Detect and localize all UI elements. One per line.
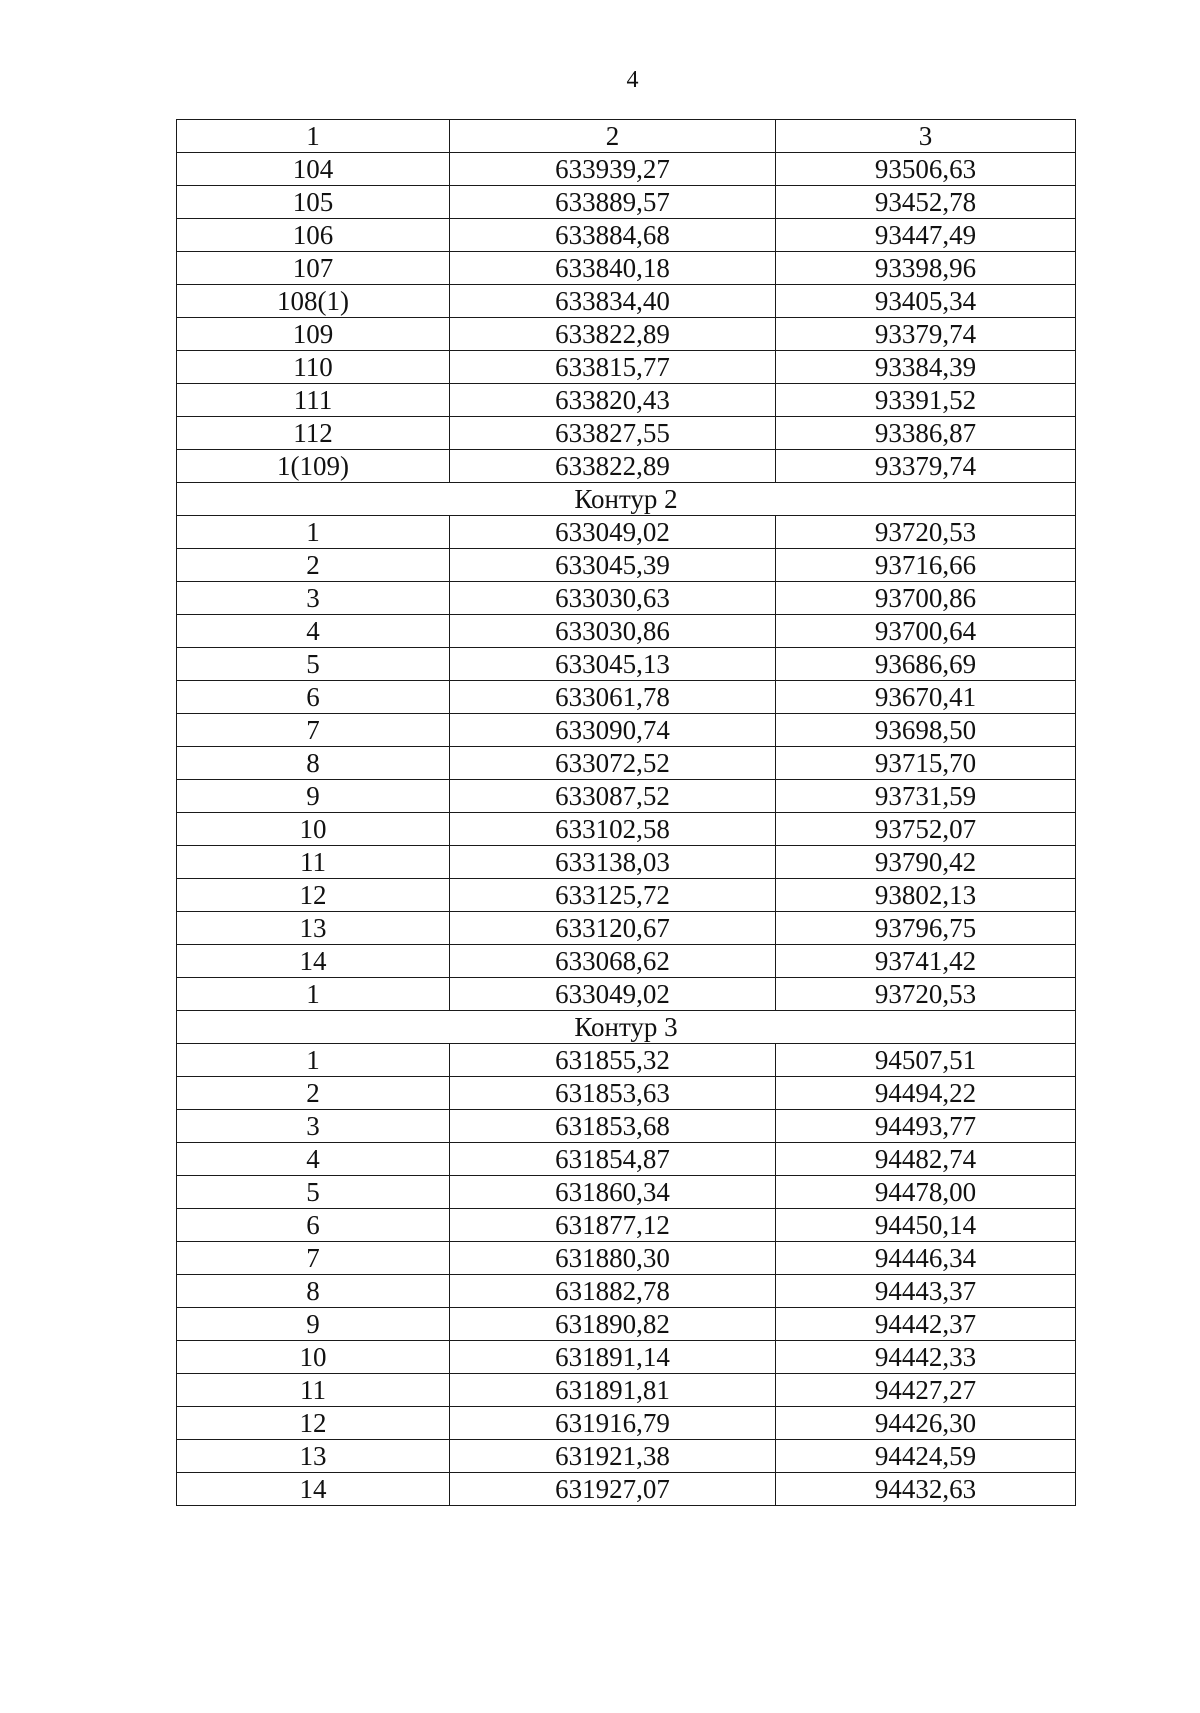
point-number-cell: 10 — [177, 813, 450, 846]
table-row — [177, 1077, 1076, 1110]
table-row — [177, 1110, 1076, 1143]
y-coordinate-cell: 94446,34 — [776, 1242, 1076, 1275]
y-coordinate-cell: 94478,00 — [776, 1176, 1076, 1209]
table-row — [177, 912, 1076, 945]
x-coordinate-cell: 631921,38 — [450, 1440, 776, 1473]
header-cell-point: 1 — [177, 120, 450, 153]
x-coordinate-cell: 633822,89 — [450, 318, 776, 351]
y-coordinate-cell: 93391,52 — [776, 384, 1076, 417]
point-number-cell: 110 — [177, 351, 450, 384]
table-row — [177, 549, 1076, 582]
table-row — [177, 384, 1076, 417]
point-number-cell: 11 — [177, 1374, 450, 1407]
table-row — [177, 978, 1076, 1011]
point-number-cell: 106 — [177, 219, 450, 252]
table-row — [177, 351, 1076, 384]
x-coordinate-cell: 633815,77 — [450, 351, 776, 384]
x-coordinate-cell: 631853,63 — [450, 1077, 776, 1110]
y-coordinate-cell: 93447,49 — [776, 219, 1076, 252]
y-coordinate-cell: 93741,42 — [776, 945, 1076, 978]
x-coordinate-cell: 631853,68 — [450, 1110, 776, 1143]
x-coordinate-cell: 633045,39 — [450, 549, 776, 582]
x-coordinate-cell: 633820,43 — [450, 384, 776, 417]
table-row — [177, 1440, 1076, 1473]
x-coordinate-cell: 633834,40 — [450, 285, 776, 318]
y-coordinate-cell: 94494,22 — [776, 1077, 1076, 1110]
table-row — [177, 450, 1076, 483]
contour-section-title: Контур 3 — [177, 1011, 1076, 1044]
point-number-cell: 4 — [177, 1143, 450, 1176]
y-coordinate-cell: 93379,74 — [776, 318, 1076, 351]
point-number-cell: 13 — [177, 1440, 450, 1473]
y-coordinate-cell: 93386,87 — [776, 417, 1076, 450]
table-row — [177, 1242, 1076, 1275]
y-coordinate-cell: 93670,41 — [776, 681, 1076, 714]
contour-section-title: Контур 2 — [177, 483, 1076, 516]
x-coordinate-cell: 631927,07 — [450, 1473, 776, 1506]
y-coordinate-cell: 94450,14 — [776, 1209, 1076, 1242]
point-number-cell: 1 — [177, 978, 450, 1011]
x-coordinate-cell: 633138,03 — [450, 846, 776, 879]
table-row — [177, 1275, 1076, 1308]
x-coordinate-cell: 633030,86 — [450, 615, 776, 648]
point-number-cell: 3 — [177, 582, 450, 615]
point-number-cell: 13 — [177, 912, 450, 945]
point-number-cell: 1 — [177, 1044, 450, 1077]
table-header-row — [177, 120, 1076, 153]
table-row — [177, 780, 1076, 813]
point-number-cell: 9 — [177, 780, 450, 813]
table-row — [177, 1176, 1076, 1209]
x-coordinate-cell: 633068,62 — [450, 945, 776, 978]
header-cell-x: 2 — [450, 120, 776, 153]
point-number-cell: 12 — [177, 1407, 450, 1440]
table-body — [177, 153, 1076, 1506]
contour-section-row — [177, 1011, 1076, 1044]
point-number-cell: 4 — [177, 615, 450, 648]
y-coordinate-cell: 93379,74 — [776, 450, 1076, 483]
x-coordinate-cell: 633884,68 — [450, 219, 776, 252]
y-coordinate-cell: 93752,07 — [776, 813, 1076, 846]
table-row — [177, 648, 1076, 681]
y-coordinate-cell: 94482,74 — [776, 1143, 1076, 1176]
x-coordinate-cell: 633049,02 — [450, 516, 776, 549]
x-coordinate-cell: 631860,34 — [450, 1176, 776, 1209]
x-coordinate-cell: 633049,02 — [450, 978, 776, 1011]
point-number-cell: 7 — [177, 1242, 450, 1275]
x-coordinate-cell: 633090,74 — [450, 714, 776, 747]
point-number-cell: 14 — [177, 1473, 450, 1506]
x-coordinate-cell: 631916,79 — [450, 1407, 776, 1440]
x-coordinate-cell: 633840,18 — [450, 252, 776, 285]
point-number-cell: 8 — [177, 747, 450, 780]
y-coordinate-cell: 94424,59 — [776, 1440, 1076, 1473]
x-coordinate-cell: 633827,55 — [450, 417, 776, 450]
y-coordinate-cell: 94427,27 — [776, 1374, 1076, 1407]
point-number-cell: 109 — [177, 318, 450, 351]
table-row — [177, 1308, 1076, 1341]
x-coordinate-cell: 633939,27 — [450, 153, 776, 186]
y-coordinate-cell: 93700,86 — [776, 582, 1076, 615]
y-coordinate-cell: 93686,69 — [776, 648, 1076, 681]
table-row — [177, 747, 1076, 780]
table-row — [177, 1374, 1076, 1407]
point-number-cell: 5 — [177, 1176, 450, 1209]
y-coordinate-cell: 94426,30 — [776, 1407, 1076, 1440]
x-coordinate-cell: 631891,14 — [450, 1341, 776, 1374]
y-coordinate-cell: 93802,13 — [776, 879, 1076, 912]
table-row — [177, 219, 1076, 252]
table-row — [177, 846, 1076, 879]
x-coordinate-cell: 631877,12 — [450, 1209, 776, 1242]
point-number-cell: 2 — [177, 549, 450, 582]
point-number-cell: 3 — [177, 1110, 450, 1143]
header-cell-y: 3 — [776, 120, 1076, 153]
point-number-cell: 8 — [177, 1275, 450, 1308]
y-coordinate-cell: 93716,66 — [776, 549, 1076, 582]
y-coordinate-cell: 93731,59 — [776, 780, 1076, 813]
y-coordinate-cell: 93720,53 — [776, 978, 1076, 1011]
x-coordinate-cell: 633120,67 — [450, 912, 776, 945]
table-row — [177, 153, 1076, 186]
x-coordinate-cell: 631854,87 — [450, 1143, 776, 1176]
x-coordinate-cell: 633102,58 — [450, 813, 776, 846]
point-number-cell: 11 — [177, 846, 450, 879]
y-coordinate-cell: 93384,39 — [776, 351, 1076, 384]
y-coordinate-cell: 93506,63 — [776, 153, 1076, 186]
point-number-cell: 14 — [177, 945, 450, 978]
point-number-cell: 2 — [177, 1077, 450, 1110]
y-coordinate-cell: 94507,51 — [776, 1044, 1076, 1077]
y-coordinate-cell: 94432,63 — [776, 1473, 1076, 1506]
y-coordinate-cell: 94493,77 — [776, 1110, 1076, 1143]
table-row — [177, 945, 1076, 978]
table-row — [177, 615, 1076, 648]
x-coordinate-cell: 633087,52 — [450, 780, 776, 813]
point-number-cell: 112 — [177, 417, 450, 450]
y-coordinate-cell: 93715,70 — [776, 747, 1076, 780]
y-coordinate-cell: 93720,53 — [776, 516, 1076, 549]
point-number-cell: 1 — [177, 516, 450, 549]
y-coordinate-cell: 93398,96 — [776, 252, 1076, 285]
y-coordinate-cell: 93405,34 — [776, 285, 1076, 318]
table-row — [177, 1407, 1076, 1440]
y-coordinate-cell: 93796,75 — [776, 912, 1076, 945]
y-coordinate-cell: 93452,78 — [776, 186, 1076, 219]
point-number-cell: 105 — [177, 186, 450, 219]
point-number-cell: 108(1) — [177, 285, 450, 318]
x-coordinate-cell: 633822,89 — [450, 450, 776, 483]
x-coordinate-cell: 631891,81 — [450, 1374, 776, 1407]
point-number-cell: 6 — [177, 681, 450, 714]
table-row — [177, 1473, 1076, 1506]
table-row — [177, 1341, 1076, 1374]
x-coordinate-cell: 633030,63 — [450, 582, 776, 615]
point-number-cell: 10 — [177, 1341, 450, 1374]
table-row — [177, 1143, 1076, 1176]
x-coordinate-cell: 633889,57 — [450, 186, 776, 219]
y-coordinate-cell: 93790,42 — [776, 846, 1076, 879]
table-row — [177, 1044, 1076, 1077]
coordinates-table — [176, 119, 1076, 1506]
table-row — [177, 252, 1076, 285]
x-coordinate-cell: 631882,78 — [450, 1275, 776, 1308]
x-coordinate-cell: 631855,32 — [450, 1044, 776, 1077]
y-coordinate-cell: 94443,37 — [776, 1275, 1076, 1308]
table-row — [177, 813, 1076, 846]
y-coordinate-cell: 94442,37 — [776, 1308, 1076, 1341]
point-number-cell: 107 — [177, 252, 450, 285]
x-coordinate-cell: 633072,52 — [450, 747, 776, 780]
point-number-cell: 9 — [177, 1308, 450, 1341]
point-number-cell: 104 — [177, 153, 450, 186]
x-coordinate-cell: 631880,30 — [450, 1242, 776, 1275]
point-number-cell: 1(109) — [177, 450, 450, 483]
table-row — [177, 318, 1076, 351]
table-row — [177, 1209, 1076, 1242]
x-coordinate-cell: 633045,13 — [450, 648, 776, 681]
x-coordinate-cell: 633061,78 — [450, 681, 776, 714]
x-coordinate-cell: 633125,72 — [450, 879, 776, 912]
table-row — [177, 516, 1076, 549]
table-row — [177, 417, 1076, 450]
table-row — [177, 285, 1076, 318]
point-number-cell: 5 — [177, 648, 450, 681]
y-coordinate-cell: 94442,33 — [776, 1341, 1076, 1374]
contour-section-row — [177, 483, 1076, 516]
point-number-cell: 111 — [177, 384, 450, 417]
y-coordinate-cell: 93700,64 — [776, 615, 1076, 648]
point-number-cell: 7 — [177, 714, 450, 747]
point-number-cell: 12 — [177, 879, 450, 912]
point-number-cell: 6 — [177, 1209, 450, 1242]
x-coordinate-cell: 631890,82 — [450, 1308, 776, 1341]
table-row — [177, 186, 1076, 219]
y-coordinate-cell: 93698,50 — [776, 714, 1076, 747]
table-row — [177, 582, 1076, 615]
page-number: 4 — [626, 67, 639, 93]
table-row — [177, 714, 1076, 747]
table-row — [177, 681, 1076, 714]
table-row — [177, 879, 1076, 912]
